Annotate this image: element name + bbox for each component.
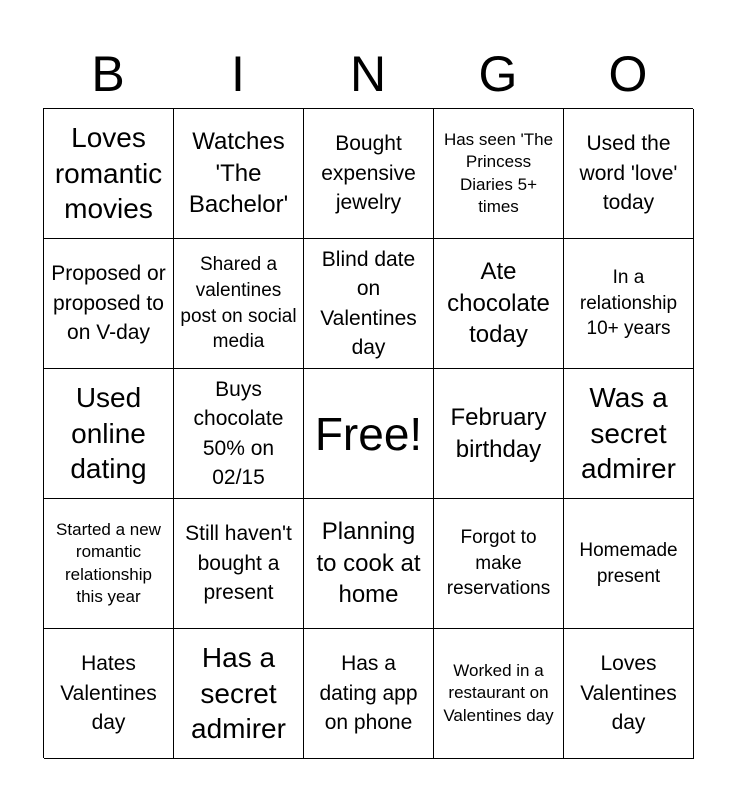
bingo-cell[interactable]: Has a secret admirer: [174, 629, 304, 759]
bingo-cell[interactable]: In a relationship 10+ years: [564, 239, 694, 369]
bingo-cell[interactable]: Ate chocolate today: [434, 239, 564, 369]
bingo-cell[interactable]: Watches 'The Bachelor': [174, 109, 304, 239]
bingo-cell[interactable]: Loves romantic movies: [44, 109, 174, 239]
header-letter-i: I: [231, 46, 245, 102]
bingo-cell[interactable]: Blind date on Valentines day: [304, 239, 434, 369]
bingo-cell[interactable]: February birthday: [434, 369, 564, 499]
bingo-cell[interactable]: Proposed or proposed to on V-day: [44, 239, 174, 369]
bingo-cell[interactable]: Planning to cook at home: [304, 499, 434, 629]
bingo-cell[interactable]: Was a secret admirer: [564, 369, 694, 499]
header-letter-o: O: [608, 46, 648, 102]
header-letter-n: N: [349, 46, 387, 102]
bingo-cell[interactable]: Has seen 'The Princess Diaries 5+ times: [434, 109, 564, 239]
header-letter-b: B: [91, 46, 125, 102]
bingo-cell[interactable]: Homemade present: [564, 499, 694, 629]
bingo-cell[interactable]: Used online dating: [44, 369, 174, 499]
bingo-cell[interactable]: Hates Valentines day: [44, 629, 174, 759]
free-space-cell[interactable]: Free!: [304, 369, 434, 499]
bingo-cell[interactable]: Bought expensive jewelry: [304, 109, 434, 239]
header-letter-g: G: [478, 46, 518, 102]
bingo-cell[interactable]: Loves Valentines day: [564, 629, 694, 759]
bingo-cell[interactable]: Worked in a restaurant on Valentines day: [434, 629, 564, 759]
bingo-cell[interactable]: Still haven't bought a present: [174, 499, 304, 629]
bingo-cell[interactable]: Started a new romantic relationship this year: [44, 499, 174, 629]
bingo-cell[interactable]: Forgot to make reservations: [434, 499, 564, 629]
bingo-grid: [43, 108, 693, 758]
bingo-cell[interactable]: Has a dating app on phone: [304, 629, 434, 759]
bingo-cell[interactable]: Used the word 'love' today: [564, 109, 694, 239]
bingo-cell[interactable]: Buys chocolate 50% on 02/15: [174, 369, 304, 499]
bingo-cell[interactable]: Shared a valentines post on social media: [174, 239, 304, 369]
bingo-header: [43, 40, 693, 108]
